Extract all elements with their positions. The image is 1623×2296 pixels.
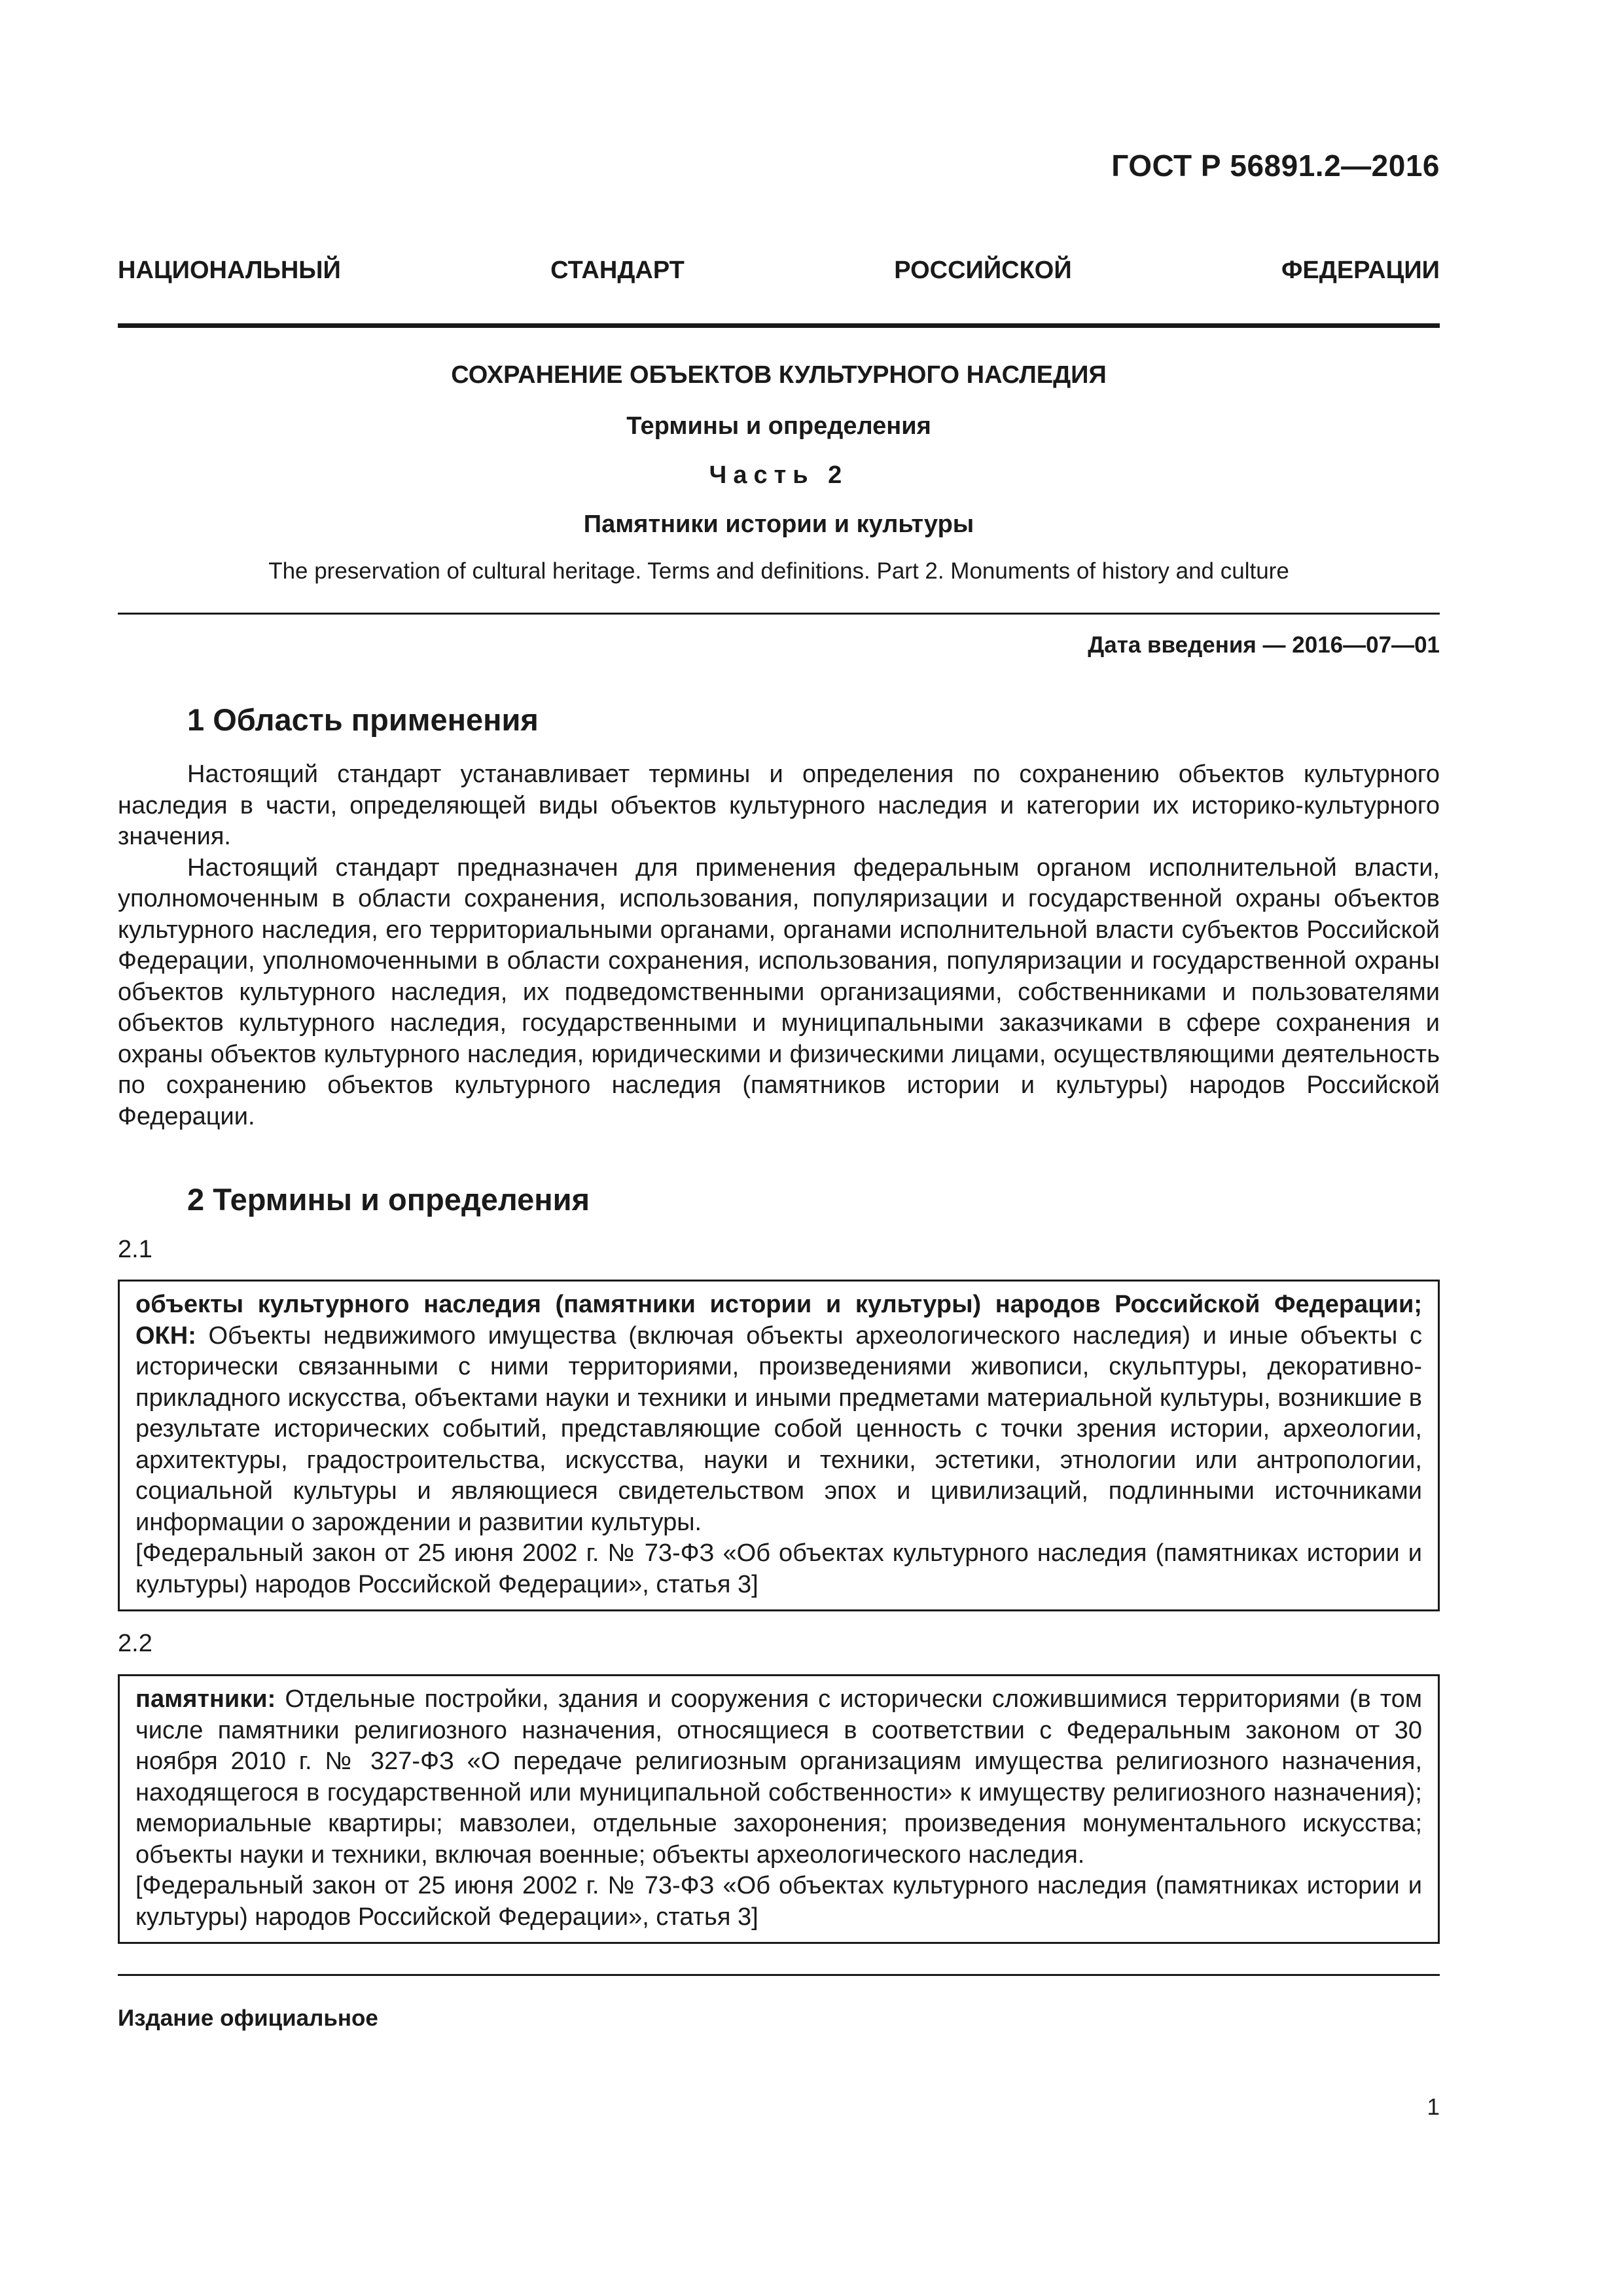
document-part-name: Памятники истории и культуры — [583, 511, 974, 538]
term-source: [Федеральный закон от 25 июня 2002 г. № 73-ФЗ «Об объектах культурного наследия (памятниках истории и культуры) народов Российской Федерации», статья 3] — [135, 1539, 1422, 1598]
term-entry — [135, 1684, 1422, 1871]
term-definition: Отдельные постройки, здания и сооружения с исторически сложившимися территориями (в том числе памятники религиозного назначения, относящиеся в соответствии с Федеральным законом от 30 ноября 2010 г. № 327-ФЗ «О передаче религиозным организациям имущества религиозного назначения, находящегося в государственной или муниципальной собственности» к имуществу религиозного назначения); мемориальные квартиры; мавзолеи, отдельные захоронения; произведения монументального искусства; объекты науки и техники, включая военные; объекты археологического наследия. — [135, 1685, 1423, 1869]
section-2-heading: 2 Термины и определения — [187, 1182, 590, 1217]
term-source: [Федеральный закон от 25 июня 2002 г. № 73-ФЗ «Об объектах культурного наследия (памятниках истории и культуры) народов Российской Федерации», статья 3] — [135, 1872, 1422, 1931]
national-standard-banner: НАЦИОНАЛЬНЫЙ СТАНДАРТ РОССИЙСКОЙ ФЕДЕРАЦИИ — [118, 257, 1440, 284]
term-number: 2.2 — [118, 1630, 152, 1657]
term-name: памятники: — [135, 1685, 276, 1713]
term-definition: Объекты недвижимого имущества (включая объекты археологического наследия) и иные объекты с исторически связанными с ними территориями, произведениями живописи, скульптуры, декоративно-прикладного искусства, объектами науки и техники и иными предметами материальной культуры, возникшие в результате исторических событий, представляющие собой ценность с точки зрения истории, археологии, архитектуры, градостроительства, искусства, науки и техники, эстетики, этнологии или антропологии, социальной культуры и являющиеся свидетельством эпох и цивилизаций, подлинными источниками информации о зарождении и развитии культуры. — [135, 1321, 1422, 1536]
document-title: СОХРАНЕНИЕ ОБЪЕКТОВ КУЛЬТУРНОГО НАСЛЕДИЯ — [451, 361, 1107, 389]
term-name: объекты культурного наследия (памятники истории и культуры) народов Российской Федерации; ОКН: — [135, 1291, 1422, 1350]
document-subtitle: Термины и определения — [626, 412, 931, 440]
introduction-date: Дата введения — 2016—07—01 — [1088, 632, 1440, 658]
term-entry — [135, 1289, 1422, 1538]
section-1-heading: 1 Область применения — [187, 702, 539, 737]
document-part: Часть 2 — [709, 461, 849, 489]
header-divider — [118, 323, 1440, 328]
official-edition-label: Издание официальное — [118, 2005, 378, 2031]
footer-divider — [118, 1974, 1440, 1976]
english-title: The preservation of cultural heritage. Terms and definitions. Part 2. Monuments of history and culture — [268, 558, 1289, 584]
title-divider — [118, 613, 1440, 615]
section-1-body — [118, 759, 1440, 1132]
document-code: ГОСТ Р 56891.2—2016 — [1111, 149, 1440, 183]
term-box — [118, 1674, 1440, 1944]
term-box — [118, 1280, 1440, 1611]
section-1-paragraph: Настоящий стандарт устанавливает термины и определения по сохранению объектов культурного наследия в части, определяющей виды объектов культурного наследия и категории их историко-культурного значения. — [118, 761, 1440, 850]
page-number: 1 — [1427, 2094, 1440, 2120]
term-number: 2.1 — [118, 1236, 152, 1263]
section-1-paragraph: Настоящий стандарт предназначен для применения федеральным органом исполнительной власти, уполномоченным в области сохранения, использования, популяризации и государственной охраны объектов культурного наследия, его территориальными органами, органами исполнительной власти субъектов Российской Федерации, уполномоченными в области сохранения, использования, популяризации и государственной охраны объектов культурного наследия, их подведомственными организациями, собственниками и пользователями объектов культурного наследия, государственными и муниципальными заказчиками в сфере сохранения и охраны объектов культурного наследия, юридическими и физическими лицами, осуществляющими деятельность по сохранению объектов культурного наследия (памятников истории и культуры) народов Российской Федерации. — [118, 853, 1440, 1130]
document-page — [118, 0, 1440, 2296]
